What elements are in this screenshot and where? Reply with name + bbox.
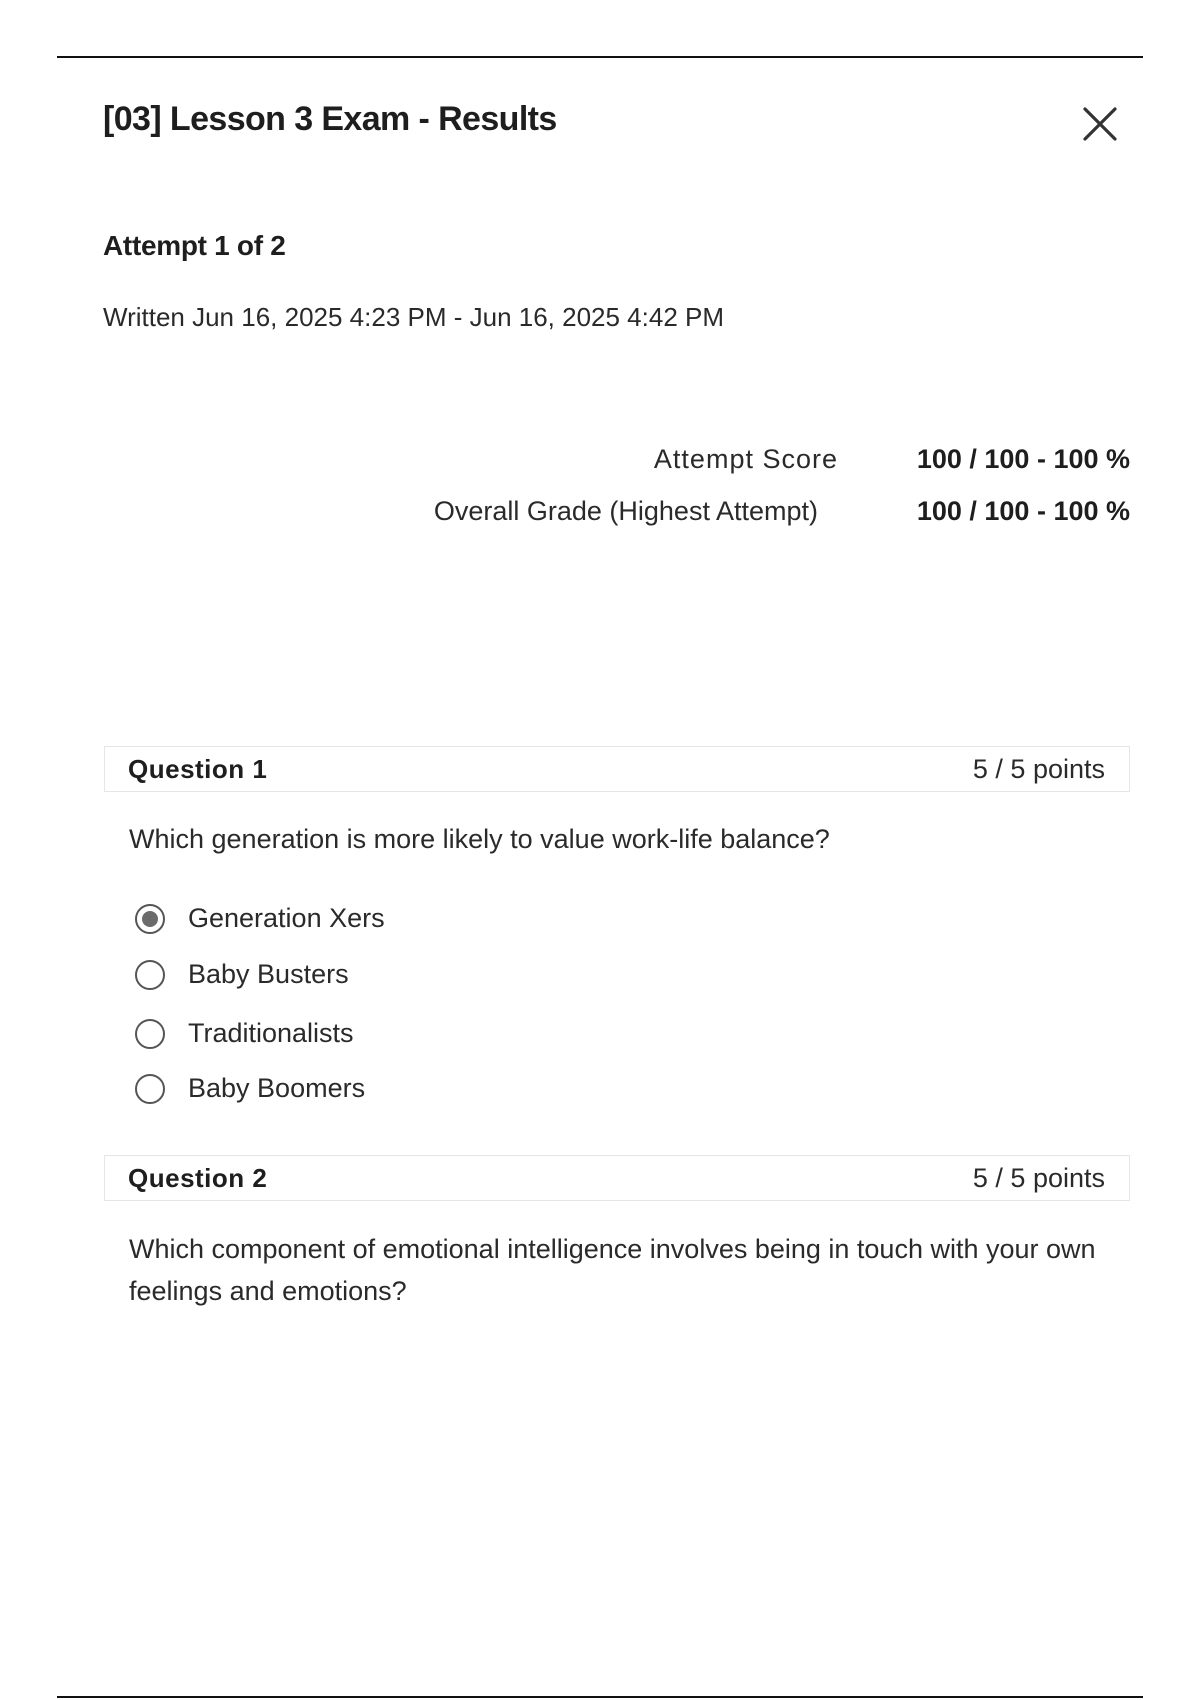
attempt-written-time: Written Jun 16, 2025 4:23 PM - Jun 16, 2025 4:42 PM: [103, 302, 725, 332]
question-header: [104, 1155, 1130, 1201]
answer-option-label: Generation Xers: [188, 903, 385, 933]
radio-unselected-icon[interactable]: [134, 1073, 166, 1105]
answer-option-label: Baby Busters: [188, 959, 349, 989]
question-text: Which generation is more likely to value work-life balance?: [129, 824, 830, 854]
page-title: [03] Lesson 3 Exam - Results: [103, 100, 557, 138]
question-points: 5 / 5 points: [972, 1163, 1105, 1193]
bottom-divider: [57, 1696, 1143, 1698]
answer-option-label: Traditionalists: [188, 1018, 354, 1048]
overall-grade-row: [434, 493, 1130, 529]
attempt-score-row: [654, 441, 1130, 477]
answer-option-label: Baby Boomers: [188, 1073, 366, 1103]
close-button[interactable]: [1080, 104, 1120, 144]
attempt-heading: Attempt 1 of 2: [103, 230, 286, 261]
attempt-score-value: 100 / 100 - 100 %: [916, 444, 1130, 474]
radio-selected-icon[interactable]: [134, 903, 166, 935]
radio-unselected-icon[interactable]: [134, 1018, 166, 1050]
question-text: Which component of emotional intelligence involves being in touch with your own feelings and emotions?: [129, 1234, 1096, 1306]
question-header: [104, 746, 1130, 792]
top-divider: [57, 56, 1143, 58]
overall-grade-value: 100 / 100 - 100 %: [916, 496, 1130, 526]
question-points: 5 / 5 points: [972, 754, 1105, 784]
overall-grade-label: Overall Grade (Highest Attempt): [433, 496, 818, 526]
close-icon: [1080, 104, 1120, 144]
radio-unselected-icon[interactable]: [134, 959, 166, 991]
question-label: Question 2: [128, 1163, 268, 1193]
question-label: Question 1: [128, 754, 268, 784]
attempt-score-label: Attempt Score: [653, 444, 838, 474]
